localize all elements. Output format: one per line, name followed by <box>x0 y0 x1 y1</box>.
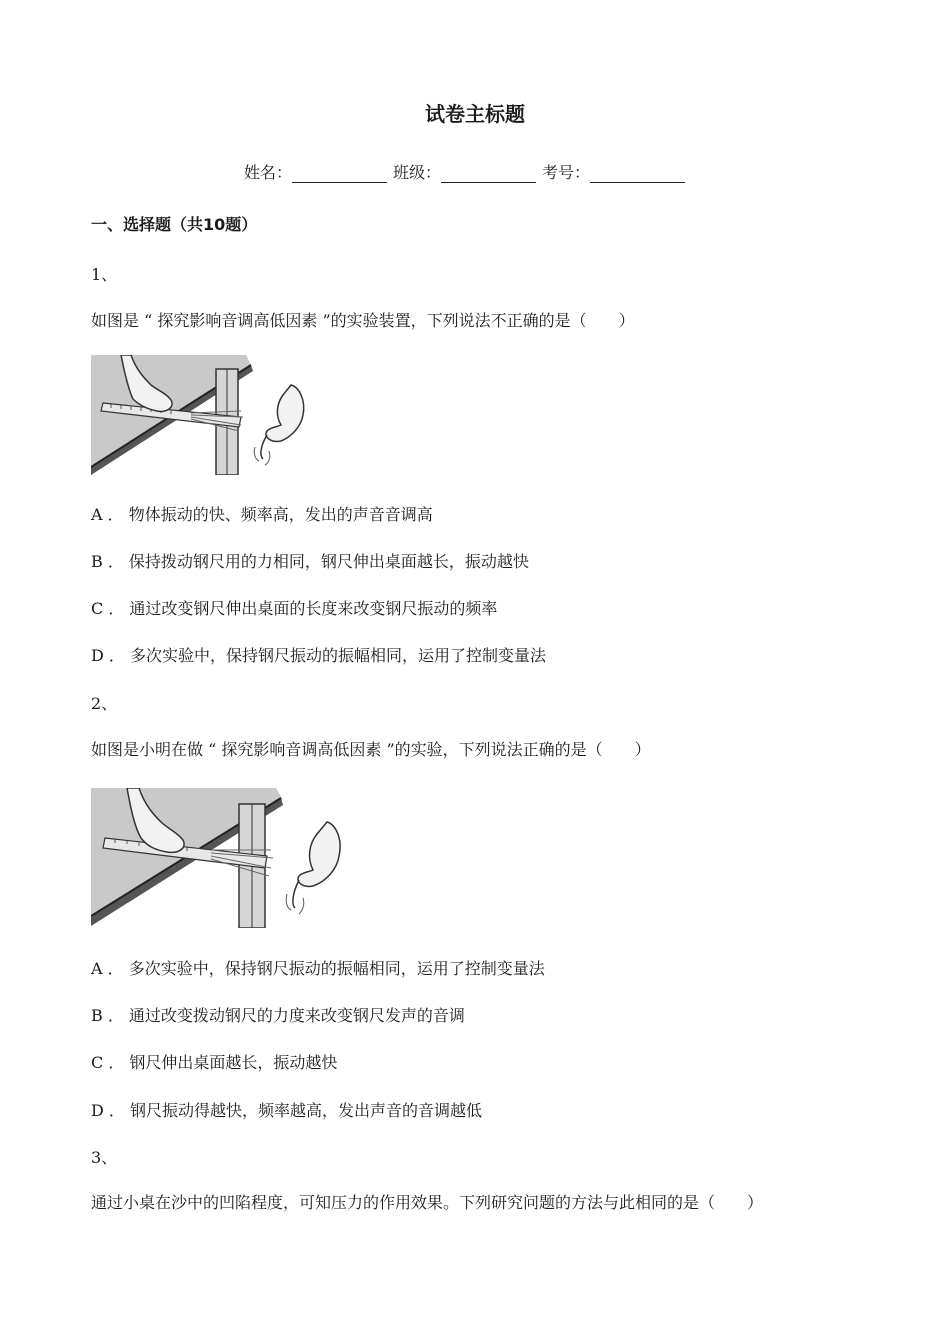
class-label: 班级： <box>393 163 442 182</box>
name-blank[interactable] <box>292 164 387 183</box>
question-1-option-c: C ． 通过改变钢尺伸出桌面的长度来改变钢尺振动的频率 <box>91 599 498 618</box>
question-3-number: 3、 <box>91 1148 118 1167</box>
exam-no-blank[interactable] <box>590 164 685 183</box>
question-2-option-b: B ． 通过改变拨动钢尺的力度来改变钢尺发声的音调 <box>91 1006 465 1025</box>
ruler-on-table-illustration <box>91 355 331 475</box>
class-blank[interactable] <box>441 164 536 183</box>
question-2-figure <box>91 788 361 928</box>
ruler-on-table-illustration <box>91 788 361 928</box>
question-2-stem: 如图是小明在做 “ 探究影响音调高低因素 ”的实验，下列说法正确的是（ ） <box>91 740 651 759</box>
section-title: 一、选择题（共10题） <box>91 215 258 234</box>
question-1-option-a: A ． 物体振动的快、频率高，发出的声音音调高 <box>91 505 433 524</box>
student-info-row <box>244 160 691 183</box>
question-2-option-d: D ． 钢尺振动得越快，频率越高，发出声音的音调越低 <box>91 1101 483 1120</box>
page-title: 试卷主标题 <box>425 102 525 126</box>
question-1-number: 1、 <box>91 265 118 284</box>
question-2-number: 2、 <box>91 694 118 713</box>
exam-no-label: 考号： <box>542 163 591 182</box>
question-1-stem: 如图是 “ 探究影响音调高低因素 ”的实验装置，下列说法不正确的是（ ） <box>91 311 635 330</box>
question-1-option-d: D ． 多次实验中，保持钢尺振动的振幅相同，运用了控制变量法 <box>91 646 547 665</box>
question-1-option-b: B ． 保持拨动钢尺用的力相同，钢尺伸出桌面越长，振动越快 <box>91 552 529 571</box>
question-2-option-a: A ． 多次实验中，保持钢尺振动的振幅相同，运用了控制变量法 <box>91 959 545 978</box>
question-3-stem: 通过小桌在沙中的凹陷程度，可知压力的作用效果。下列研究问题的方法与此相同的是（ ） <box>91 1193 764 1212</box>
question-2-option-c: C ． 钢尺伸出桌面越长，振动越快 <box>91 1053 338 1072</box>
name-label: 姓名： <box>244 163 293 182</box>
question-1-figure <box>91 355 331 475</box>
